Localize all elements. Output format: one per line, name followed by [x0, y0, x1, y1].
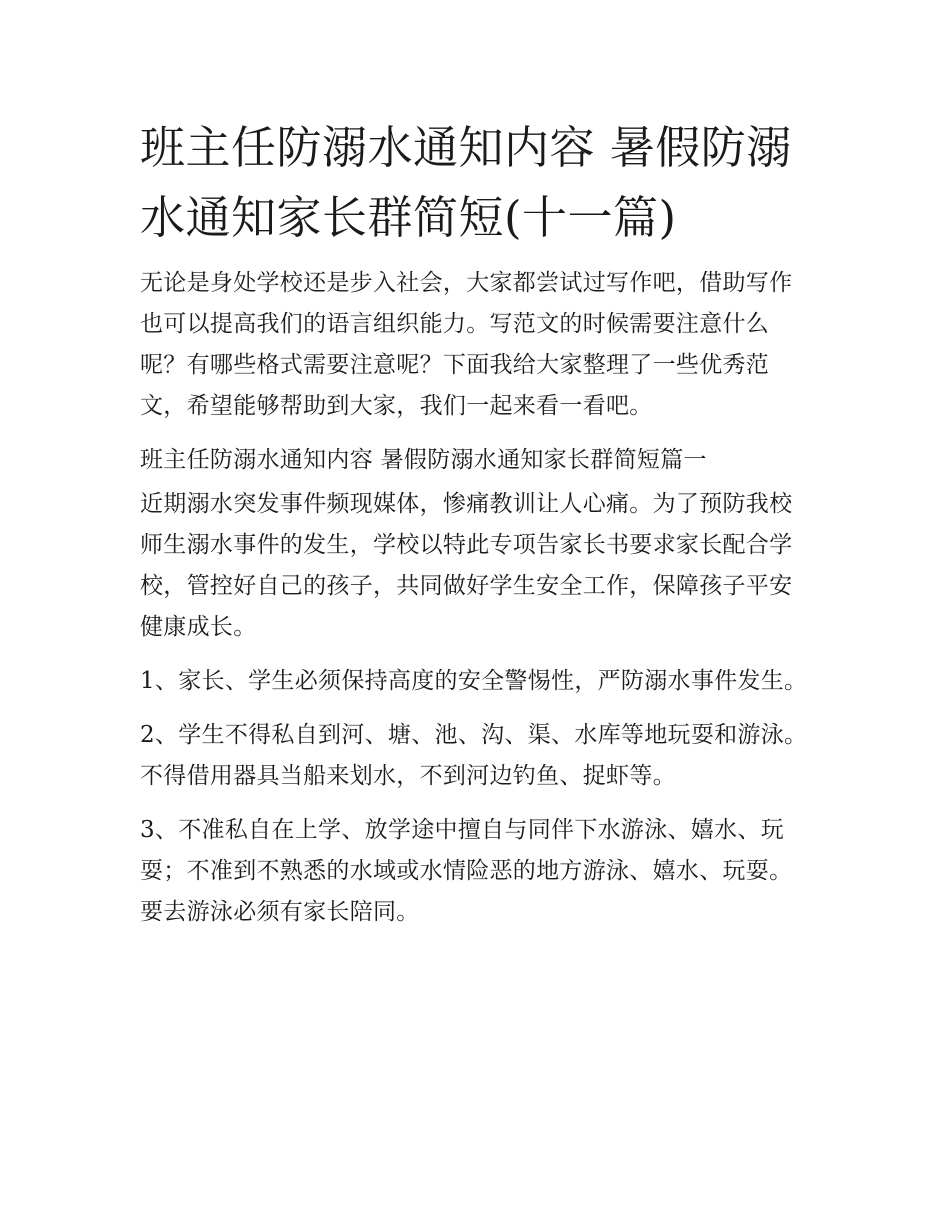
document-title: 班主任防溺水通知内容 暑假防溺水通知家长群简短(十一篇) — [140, 121, 792, 244]
list-item: 3、不准私自在上学、放学途中擅自与同伴下水游泳、嬉水、玩耍；不准到不熟悉的水域或水情险恶的地方游泳、嬉水、玩耍。要去游泳必须有家长陪同。 — [140, 817, 793, 925]
intro-paragraph: 无论是身处学校还是步入社会，大家都尝试过写作吧，借助写作也可以提高我们的语言组织能力。写范文的时候需要注意什么呢？有哪些格式需要注意呢？下面我给大家整理了一些优秀范文，希望能够帮助到大家，我们一起来看一看吧。 — [140, 270, 793, 419]
list-item: 1、家长、学生必须保持高度的安全警惕性，严防溺水事件发生。 — [140, 668, 808, 694]
list-item: 2、学生不得私自到河、塘、池、沟、渠、水库等地玩耍和游泳。不得借用器具当船来划水，不到河边钓鱼、捉虾等。 — [140, 722, 808, 789]
section-heading: 班主任防溺水通知内容 暑假防溺水通知家长群简短篇一 — [140, 447, 707, 473]
section-intro-paragraph: 近期溺水突发事件频现媒体，惨痛教训让人心痛。为了预防我校师生溺水事件的发生，学校以特此专项告家长书要求家长配合学校，管控好自己的孩子，共同做好学生安全工作，保障孩子平安健康成长。 — [140, 491, 793, 640]
